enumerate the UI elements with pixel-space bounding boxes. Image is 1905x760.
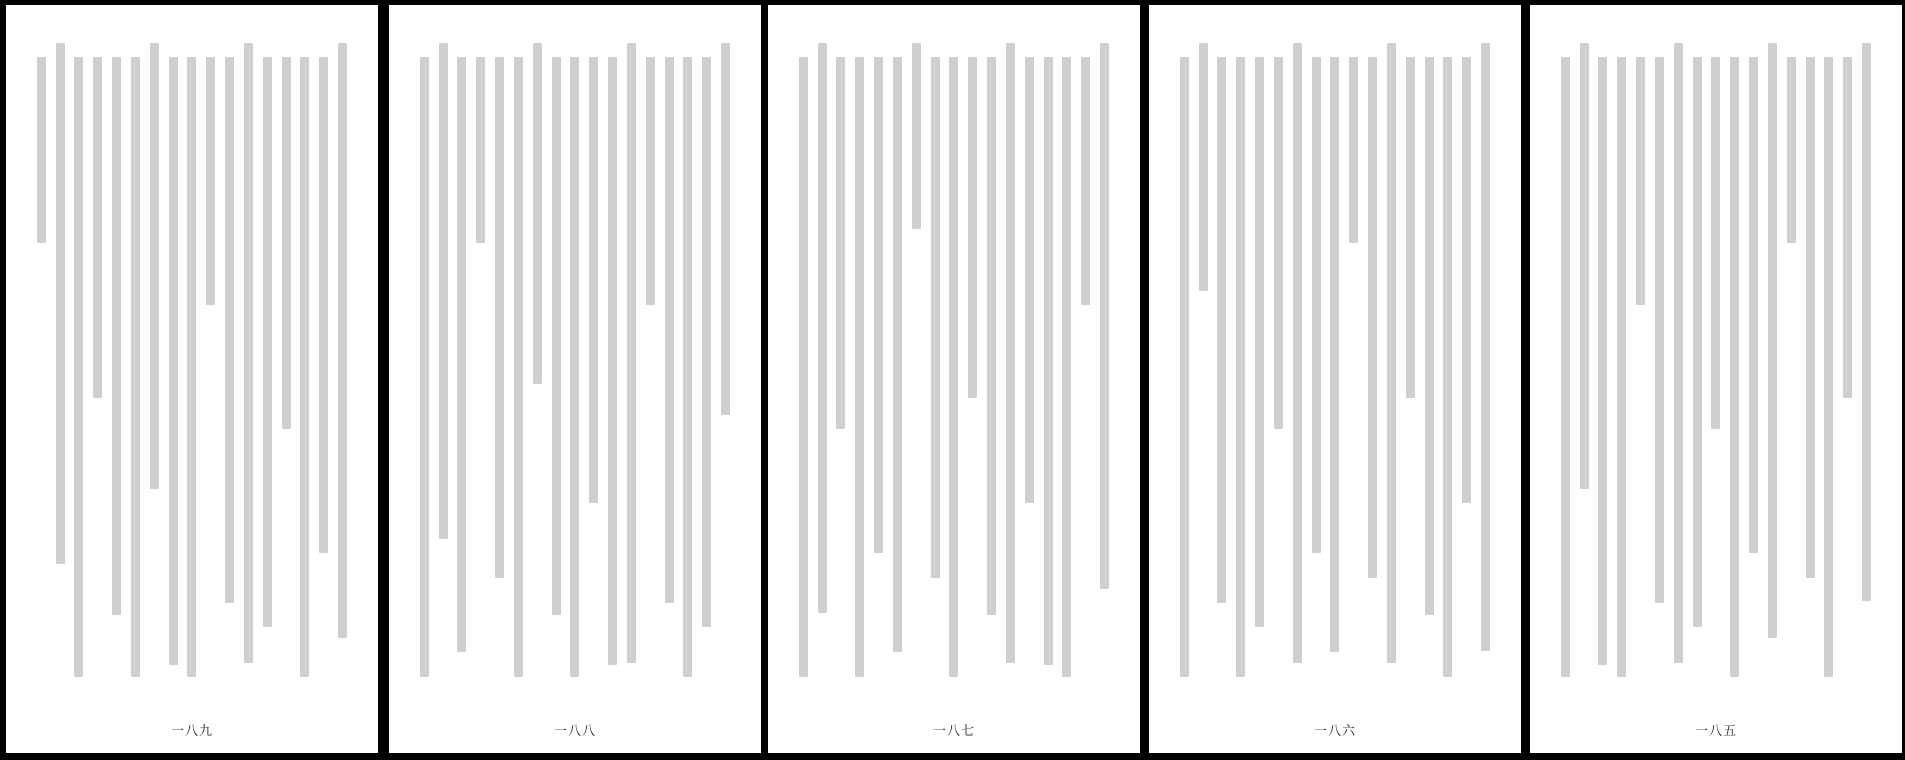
text-line-placeholder [220, 43, 239, 683]
text-line-placeholder [51, 43, 70, 683]
text-line-placeholder [1575, 43, 1594, 683]
page-189 [6, 5, 378, 753]
text-line-placeholder [1744, 43, 1763, 683]
text-line-placeholder [509, 43, 528, 683]
text-line-placeholder [239, 43, 258, 683]
text-line-placeholder [1288, 43, 1307, 683]
text-line-placeholder [70, 43, 89, 683]
text-line-placeholder [1231, 43, 1250, 683]
text-line-placeholder [813, 43, 832, 683]
text-line-placeholder [183, 43, 202, 683]
text-line-placeholder [453, 43, 472, 683]
page-number: 一八六 [1313, 724, 1356, 739]
text-line-placeholder [1612, 43, 1631, 683]
text-line-placeholder [1650, 43, 1669, 683]
text-line-placeholder [716, 43, 735, 683]
page-185 [1530, 5, 1902, 753]
text-line-placeholder [415, 43, 434, 683]
text-line-placeholder [471, 43, 490, 683]
text-line-placeholder [1269, 43, 1288, 683]
page-number: 一八八 [553, 724, 596, 739]
text-line-placeholder [201, 43, 220, 683]
text-line-placeholder [1039, 43, 1058, 683]
text-line-placeholder [296, 43, 315, 683]
text-columns [794, 43, 1114, 683]
text-line-placeholder [1725, 43, 1744, 683]
text-line-placeholder [641, 43, 660, 683]
text-line-placeholder [622, 43, 641, 683]
text-line-placeholder [1801, 43, 1820, 683]
text-line-placeholder [1420, 43, 1439, 683]
text-line-placeholder [1095, 43, 1114, 683]
text-line-placeholder [145, 43, 164, 683]
text-line-placeholder [1363, 43, 1382, 683]
text-line-placeholder [1707, 43, 1726, 683]
text-line-placeholder [566, 43, 585, 683]
text-line-placeholder [1688, 43, 1707, 683]
text-line-placeholder [277, 43, 296, 683]
text-line-placeholder [314, 43, 333, 683]
text-line-placeholder [982, 43, 1001, 683]
text-line-placeholder [1382, 43, 1401, 683]
text-line-placeholder [1439, 43, 1458, 683]
text-line-placeholder [869, 43, 888, 683]
text-line-placeholder [660, 43, 679, 683]
text-line-placeholder [1326, 43, 1345, 683]
text-line-placeholder [1076, 43, 1095, 683]
page-number: 一八五 [1694, 724, 1737, 739]
text-line-placeholder [1820, 43, 1839, 683]
text-line-placeholder [164, 43, 183, 683]
text-line-placeholder [434, 43, 453, 683]
text-line-placeholder [1250, 43, 1269, 683]
text-line-placeholder [547, 43, 566, 683]
text-line-placeholder [1631, 43, 1650, 683]
page-188 [389, 5, 761, 753]
text-line-placeholder [963, 43, 982, 683]
text-line-placeholder [1457, 43, 1476, 683]
text-line-placeholder [1669, 43, 1688, 683]
text-line-placeholder [1175, 43, 1194, 683]
text-line-placeholder [945, 43, 964, 683]
text-line-placeholder [1213, 43, 1232, 683]
text-columns [415, 43, 735, 683]
text-line-placeholder [1857, 43, 1876, 683]
text-line-placeholder [490, 43, 509, 683]
text-line-placeholder [1001, 43, 1020, 683]
text-line-placeholder [888, 43, 907, 683]
text-line-placeholder [1401, 43, 1420, 683]
text-line-placeholder [907, 43, 926, 683]
text-line-placeholder [1782, 43, 1801, 683]
text-line-placeholder [32, 43, 51, 683]
text-columns [1556, 43, 1876, 683]
text-line-placeholder [850, 43, 869, 683]
text-line-placeholder [584, 43, 603, 683]
text-columns [1175, 43, 1495, 683]
text-line-placeholder [1194, 43, 1213, 683]
page-186 [1149, 5, 1521, 753]
text-line-placeholder [697, 43, 716, 683]
text-line-placeholder [333, 43, 352, 683]
text-line-placeholder [1763, 43, 1782, 683]
text-line-placeholder [1556, 43, 1575, 683]
page-187 [768, 5, 1140, 753]
text-line-placeholder [794, 43, 813, 683]
page-number: 一八七 [932, 724, 975, 739]
text-line-placeholder [1058, 43, 1077, 683]
text-line-placeholder [1344, 43, 1363, 683]
text-line-placeholder [926, 43, 945, 683]
text-line-placeholder [88, 43, 107, 683]
text-line-placeholder [832, 43, 851, 683]
text-line-placeholder [528, 43, 547, 683]
text-line-placeholder [258, 43, 277, 683]
text-line-placeholder [603, 43, 622, 683]
text-line-placeholder [679, 43, 698, 683]
text-line-placeholder [1307, 43, 1326, 683]
text-line-placeholder [1594, 43, 1613, 683]
text-line-placeholder [1020, 43, 1039, 683]
text-columns [32, 43, 352, 683]
text-line-placeholder [107, 43, 126, 683]
text-line-placeholder [1838, 43, 1857, 683]
text-line-placeholder [126, 43, 145, 683]
text-line-placeholder [1476, 43, 1495, 683]
page-number: 一八九 [170, 724, 213, 739]
